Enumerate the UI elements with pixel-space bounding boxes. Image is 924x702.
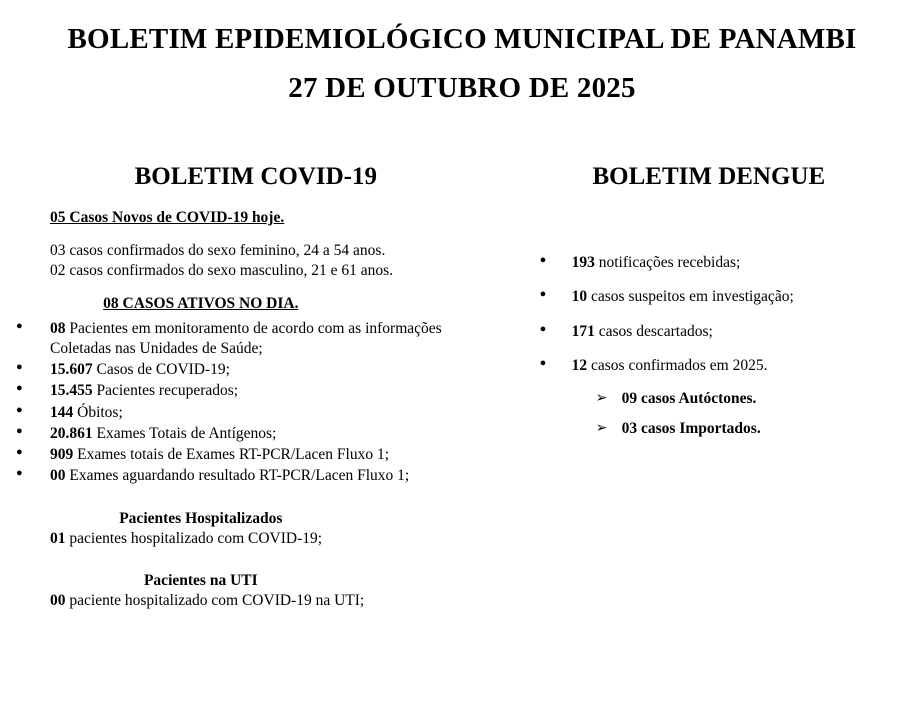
dengue-stats-list <box>504 253 914 376</box>
covid-icu-heading: Pacientes na UTI <box>143 572 258 590</box>
covid-stat-value: 909 <box>50 445 74 463</box>
dengue-stat-text: notificações recebidas; <box>594 254 741 272</box>
document-title-line-2: 27 DE OUTUBRO DE 2025 <box>288 72 636 105</box>
covid-stat-text: Exames totais de Exames RT-PCR/Lacen Fluxo 1; <box>73 445 390 463</box>
list-item <box>504 356 914 376</box>
list-item <box>8 360 504 380</box>
covid-stat-value: 20.861 <box>50 424 93 442</box>
covid-column <box>8 163 504 610</box>
list-item <box>8 445 504 465</box>
dengue-section-title: BOLETIM DENGUE <box>592 163 826 191</box>
covid-icu-text: paciente hospitalizado com COVID-19 na UTI; <box>65 592 365 610</box>
dengue-stat-text: casos suspeitos em investigação; <box>587 288 794 306</box>
covid-hospitalized-text: pacientes hospitalizado com COVID-19; <box>65 530 323 548</box>
covid-stat-value: 00 <box>50 466 66 484</box>
covid-detail-line-female: 03 casos confirmados do sexo feminino, 24 a 54 anos. <box>50 242 386 260</box>
document-title-line-1: BOLETIM EPIDEMIOLÓGICO MUNICIPAL DE PANAMBI <box>67 23 857 55</box>
covid-detail-line-male: 02 casos confirmados do sexo masculino, 21 e 61 anos. <box>50 262 394 280</box>
covid-stat-second-line: Coletadas nas Unidades de Saúde; <box>50 340 263 358</box>
document-title <box>0 20 924 108</box>
content-columns <box>0 163 924 610</box>
list-item <box>504 287 914 307</box>
covid-stat-value: 15.607 <box>50 361 93 379</box>
covid-active-cases-heading: 08 CASOS ATIVOS NO DIA. <box>103 294 299 312</box>
list-item <box>8 403 504 423</box>
dengue-stat-value: 10 <box>571 288 588 306</box>
covid-stat-text: Pacientes em monitoramento de acordo com as informações <box>65 319 442 337</box>
covid-hospitalized-line <box>50 530 504 548</box>
list-item <box>8 319 504 359</box>
dengue-stat-text: casos descartados; <box>594 322 713 340</box>
dengue-stat-value: 171 <box>571 322 595 340</box>
dengue-sub-items <box>504 390 914 438</box>
document-page <box>0 20 924 702</box>
covid-hospitalized-value: 01 <box>50 530 66 548</box>
dengue-stat-value: 193 <box>571 254 595 272</box>
covid-stat-text: Óbitos; <box>73 403 123 421</box>
covid-stat-text: Exames Totais de Antígenos; <box>92 424 277 442</box>
list-item <box>504 253 914 273</box>
dengue-column <box>504 163 914 610</box>
list-item <box>8 381 504 401</box>
covid-icu-value: 00 <box>50 592 66 610</box>
covid-stat-text: Pacientes recuperados; <box>92 382 239 400</box>
covid-stats-list <box>8 319 504 486</box>
covid-stat-value: 08 <box>50 319 66 337</box>
covid-stat-text: Exames aguardando resultado RT-PCR/Lacen Fluxo 1; <box>65 466 410 484</box>
covid-icu-line <box>50 592 504 610</box>
list-item <box>8 424 504 444</box>
list-item <box>504 322 914 342</box>
list-item <box>8 466 504 486</box>
dengue-stat-value: 12 <box>571 356 588 374</box>
list-item: ➢ 03 casos Importados. <box>504 420 914 438</box>
covid-stat-text: Casos de COVID-19; <box>92 361 230 379</box>
covid-section-title: BOLETIM COVID-19 <box>134 163 377 191</box>
covid-icu-block <box>8 572 504 610</box>
covid-new-cases-heading: 05 Casos Novos de COVID-19 hoje. <box>50 209 285 227</box>
covid-stat-value: 15.455 <box>50 382 93 400</box>
list-item: ➢ 09 casos Autóctones. <box>504 390 914 408</box>
covid-hospitalized-heading: Pacientes Hospitalizados <box>119 510 283 528</box>
covid-stat-value: 144 <box>50 403 74 421</box>
dengue-stat-text: casos confirmados em 2025. <box>587 356 768 374</box>
covid-hospitalized-block <box>8 510 504 548</box>
